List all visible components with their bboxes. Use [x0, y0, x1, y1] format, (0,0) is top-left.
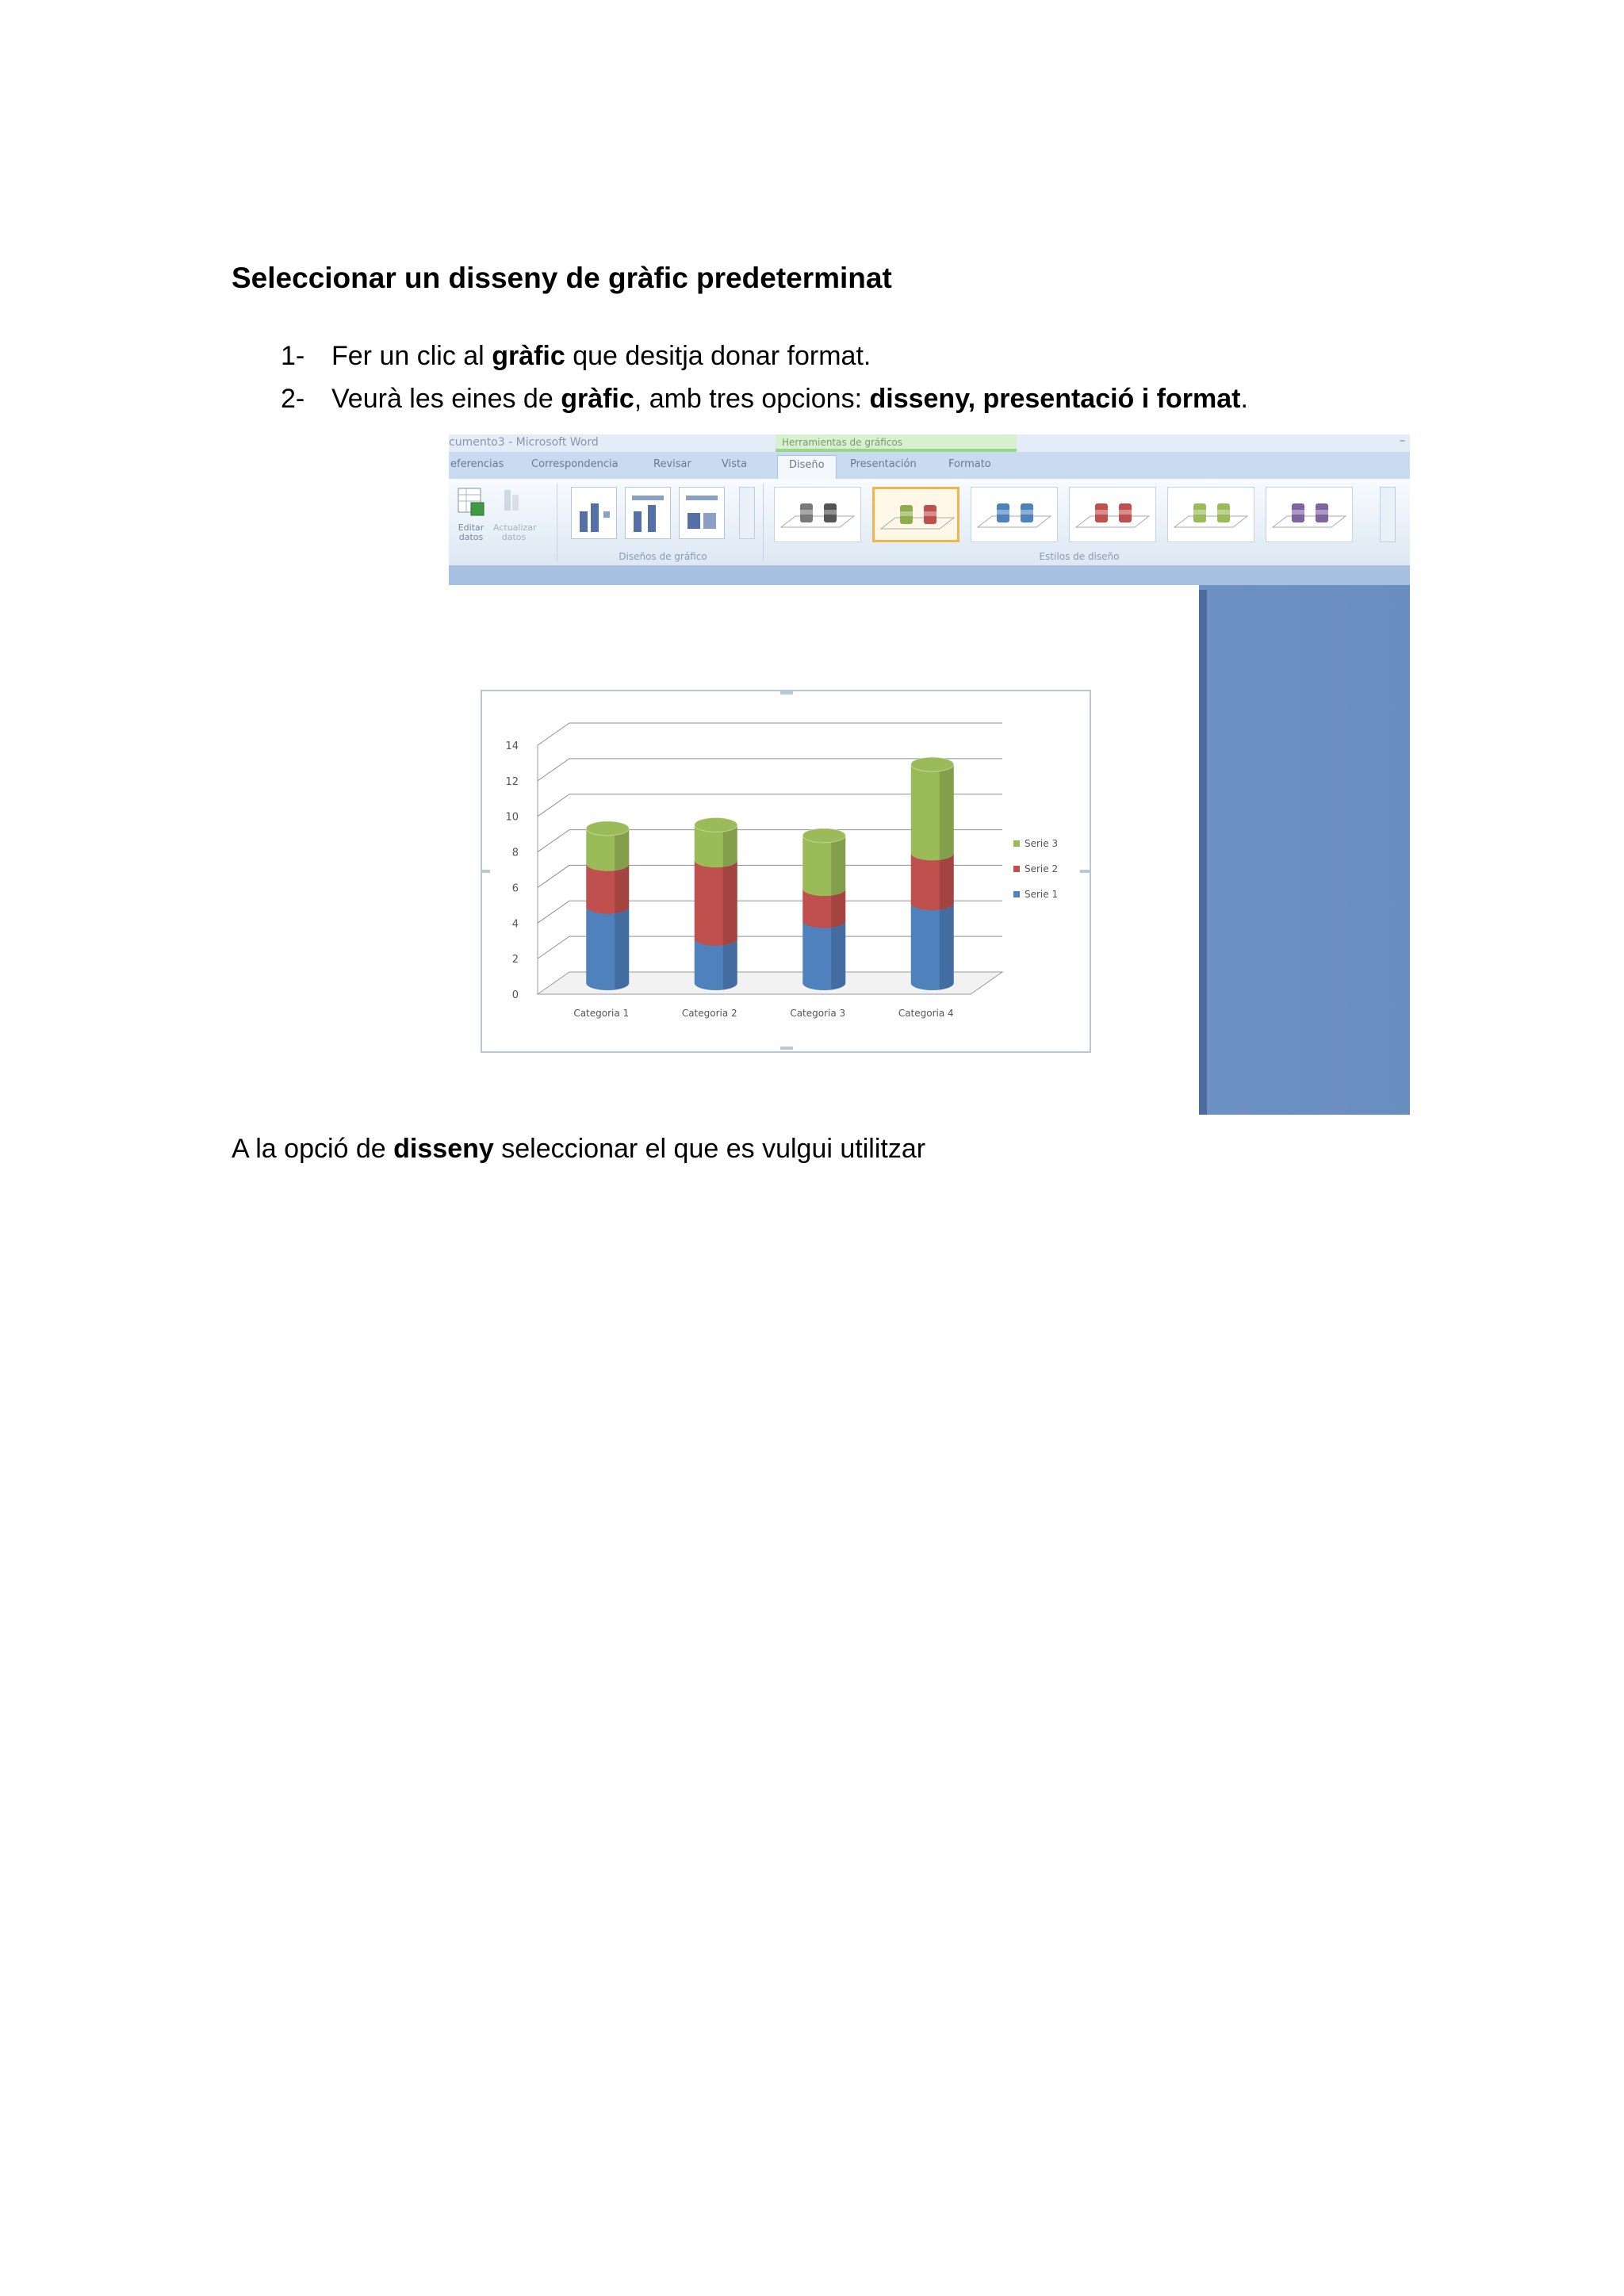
- page-shadow: [1199, 590, 1207, 1115]
- page-heading: Seleccionar un disseny de gràfic predeterminat: [232, 262, 892, 294]
- y-tick-label: 14: [505, 740, 519, 752]
- bold-run: gràfic: [492, 341, 565, 371]
- y-tick-label: 8: [511, 847, 519, 859]
- list-item: [281, 377, 1248, 420]
- steps-list: [281, 335, 1248, 420]
- tab-revisar[interactable]: Revisar: [653, 458, 691, 470]
- bar-segment[interactable]: [586, 864, 629, 914]
- y-tick-label: 6: [511, 882, 519, 895]
- chart-layout-option[interactable]: [571, 487, 617, 539]
- y-tick-label: 0: [511, 989, 519, 1001]
- bar-segment[interactable]: [695, 860, 737, 946]
- legend-swatch: [1013, 866, 1020, 872]
- bar-segment[interactable]: [586, 907, 629, 990]
- edit-data-button[interactable]: [455, 485, 487, 549]
- chart-layout-option[interactable]: [625, 487, 671, 539]
- legend-label: Serie 3: [1025, 838, 1059, 849]
- bar-segment[interactable]: [586, 821, 629, 871]
- ruler-strip: [449, 566, 1410, 585]
- bold-run: disseny, presentació i format: [869, 384, 1241, 414]
- layouts-group-label: Diseños de gráfico: [619, 551, 707, 562]
- tab-formato[interactable]: Formato: [948, 458, 991, 470]
- window-title: cumento3 - Microsoft Word: [449, 436, 599, 449]
- resize-handle: [1080, 870, 1090, 873]
- x-tick-label: Categoria 4: [898, 1008, 954, 1019]
- chart-style-option[interactable]: [1266, 487, 1353, 542]
- x-tick-label: Categoria 1: [573, 1008, 630, 1019]
- list-text: [331, 377, 1248, 420]
- tab-diseno[interactable]: Diseño: [777, 455, 837, 479]
- minimize-icon[interactable]: –: [1400, 434, 1405, 447]
- label-line: Actualizar: [493, 522, 537, 533]
- text-run: seleccionar el que es vulgui utilitzar: [493, 1134, 926, 1164]
- context-tools-title: Herramientas de gráficos: [776, 434, 1017, 452]
- tab-correspondencia[interactable]: Correspondencia: [531, 458, 619, 470]
- chart-style-option[interactable]: [971, 487, 1058, 542]
- list-number: 2-: [281, 384, 305, 414]
- legend-swatch: [1013, 840, 1020, 847]
- refresh-data-icon: [496, 485, 531, 520]
- legend-label: Serie 1: [1025, 889, 1059, 900]
- y-tick-label: 12: [505, 775, 519, 788]
- styles-group-label: Estilos de diseño: [1039, 551, 1120, 562]
- x-tick-label: Categoria 3: [790, 1008, 846, 1019]
- list-item: [281, 335, 1248, 377]
- chart-style-option[interactable]: [872, 487, 959, 542]
- y-tick-label: 2: [511, 954, 519, 966]
- label-line: datos: [501, 532, 527, 542]
- ribbon-tabs: [449, 452, 1410, 479]
- tab-vista[interactable]: Vista: [722, 458, 748, 470]
- bold-run: gràfic: [561, 384, 634, 414]
- refresh-data-button[interactable]: [493, 485, 537, 549]
- stacked-cylinder-chart: [482, 691, 1090, 1051]
- text-run: Veurà les eines de: [331, 384, 561, 414]
- chart-layout-option[interactable]: [679, 487, 725, 539]
- legend-label: Serie 2: [1025, 863, 1059, 874]
- label-line: Editar: [458, 522, 485, 533]
- ribbon: [449, 479, 1410, 566]
- text-run: .: [1240, 384, 1248, 414]
- tab-presentacion[interactable]: Presentación: [850, 458, 917, 470]
- label-line: datos: [458, 532, 484, 542]
- y-tick-label: 4: [511, 918, 519, 931]
- title-bar: [449, 434, 1410, 452]
- bar-segment[interactable]: [695, 817, 737, 867]
- styles-scroll[interactable]: [1380, 487, 1396, 542]
- word-screenshot: [449, 434, 1410, 1115]
- edit-data-label: [455, 523, 487, 542]
- chart-frame[interactable]: [481, 690, 1091, 1053]
- legend-swatch: [1013, 891, 1020, 897]
- tab-referencias[interactable]: eferencias: [450, 458, 504, 470]
- bar-segment[interactable]: [911, 757, 954, 860]
- resize-handle: [482, 870, 490, 873]
- closing-paragraph: [232, 1134, 925, 1165]
- y-tick-label: 10: [505, 811, 519, 824]
- text-run: Fer un clic al: [331, 341, 492, 371]
- bold-run: disseny: [393, 1134, 494, 1164]
- text-run: A la opció de: [232, 1134, 394, 1164]
- layouts-scroll[interactable]: [739, 487, 755, 539]
- bar-segment[interactable]: [911, 903, 954, 990]
- bar-segment[interactable]: [802, 921, 845, 991]
- bar-segment[interactable]: [911, 853, 954, 910]
- bar-segment[interactable]: [695, 939, 737, 990]
- resize-handle: [780, 1047, 793, 1050]
- resize-handle: [780, 691, 793, 695]
- refresh-data-label: [493, 522, 537, 542]
- text-run: que desitja donar format.: [565, 341, 871, 371]
- bar-segment[interactable]: [802, 828, 845, 896]
- edit-data-icon: [455, 485, 487, 520]
- list-text: [331, 335, 871, 377]
- x-tick-label: Categoria 2: [681, 1008, 737, 1019]
- list-number: 1-: [281, 341, 305, 371]
- group-separator: [763, 484, 764, 561]
- text-run: , amb tres opcions:: [634, 384, 870, 414]
- chart-style-option[interactable]: [774, 487, 861, 542]
- chart-style-option[interactable]: [1069, 487, 1156, 542]
- chart-style-option[interactable]: [1167, 487, 1254, 542]
